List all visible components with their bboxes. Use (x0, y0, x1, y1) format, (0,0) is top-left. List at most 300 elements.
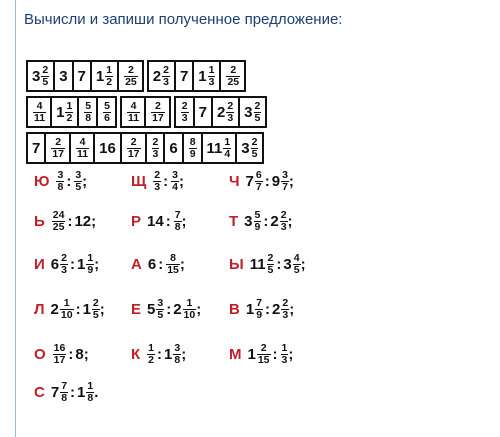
task-expression (152, 170, 184, 192)
whole-part: 12 (74, 212, 92, 230)
fraction (162, 65, 170, 87)
fraction (181, 101, 189, 123)
fraction (53, 343, 67, 365)
punctuation: ; (300, 255, 306, 273)
denominator: 25 (52, 220, 65, 233)
word-box (174, 96, 268, 128)
number (170, 170, 179, 192)
numerator: 2 (282, 297, 289, 309)
denominator: 2 (66, 111, 73, 124)
number (180, 101, 189, 123)
task-expression (51, 381, 99, 403)
task-letter: Е (131, 300, 142, 318)
task-letter: О (34, 345, 46, 363)
number (147, 213, 164, 230)
numerator: 2 (260, 342, 267, 354)
number (50, 137, 65, 159)
number (96, 65, 113, 87)
task-expression (147, 210, 187, 232)
fraction (76, 137, 89, 159)
task-letter: Р (131, 212, 142, 230)
task-expression (51, 253, 99, 275)
division-sign: : (70, 383, 76, 401)
punctuation: ; (178, 172, 184, 190)
whole-part: 7 (245, 172, 254, 190)
task-item (131, 210, 187, 232)
whole-part: 7 (198, 103, 207, 121)
whole-part: 11 (206, 139, 223, 157)
whole-part: 14 (147, 212, 164, 230)
number (32, 65, 49, 87)
denominator: 5 (42, 75, 49, 88)
whole-part: 11 (249, 255, 266, 273)
number (51, 253, 68, 275)
fraction (254, 101, 262, 123)
whole-part: 16 (99, 139, 116, 157)
answer-cell[interactable] (122, 134, 147, 162)
denominator: 8 (174, 353, 181, 366)
denominator: 3 (163, 75, 169, 88)
numerator: 3 (75, 169, 82, 181)
fraction (84, 101, 92, 123)
fraction (56, 170, 64, 192)
whole-part: 1 (76, 255, 86, 273)
denominator: 6 (104, 111, 110, 124)
answer-cell[interactable] (165, 134, 183, 162)
numerator: 2 (181, 100, 188, 112)
fraction (183, 298, 197, 320)
punctuation: ; (94, 255, 100, 273)
number (164, 343, 181, 365)
number (246, 298, 263, 320)
numerator: 1 (66, 100, 73, 112)
number (74, 213, 91, 230)
division-sign: : (165, 212, 171, 230)
word-box (147, 60, 246, 92)
task-item (131, 253, 185, 275)
fraction (255, 170, 263, 192)
number (148, 256, 156, 273)
task-item (34, 298, 105, 320)
fraction (41, 65, 49, 87)
task-letter: И (34, 255, 45, 273)
number (99, 140, 116, 157)
whole-part: 2 (50, 300, 59, 318)
fraction (171, 170, 179, 192)
numerator: 2 (230, 64, 237, 76)
task-expression (250, 253, 306, 275)
answer-cell[interactable] (46, 134, 71, 162)
answer-cell[interactable] (122, 98, 146, 126)
whole-part: 6 (147, 255, 157, 273)
denominator: 5 (157, 308, 164, 321)
task-letter: Ы (229, 255, 244, 273)
denominator: 8 (85, 111, 92, 124)
task-letter: К (131, 345, 141, 363)
division-sign: : (265, 300, 271, 318)
task-item (131, 343, 186, 365)
numerator: 2 (254, 100, 261, 112)
number (73, 170, 82, 192)
number (244, 101, 261, 123)
denominator: 3 (281, 353, 288, 366)
denominator: 11 (34, 111, 46, 124)
numerator: 4 (293, 252, 300, 264)
denominator: 9 (87, 263, 94, 276)
denominator: 8 (57, 180, 64, 193)
numerator: 6 (255, 169, 262, 181)
division-sign: : (276, 255, 282, 273)
whole-part: 1 (245, 300, 255, 318)
fraction (127, 137, 141, 159)
denominator: 10 (183, 308, 196, 321)
punctuation: ; (91, 212, 97, 230)
number (248, 343, 271, 365)
task-letter: Щ (131, 172, 147, 190)
numerator: 2 (163, 64, 169, 76)
number (126, 137, 141, 159)
numerator: 4 (130, 100, 137, 112)
numerator: 1 (87, 252, 94, 264)
division-sign: : (68, 345, 74, 363)
task-letter: Ь (34, 212, 45, 230)
answer-cell[interactable] (184, 134, 203, 162)
answer-cell[interactable] (194, 62, 221, 90)
division-sign: : (263, 212, 269, 230)
numerator: 2 (55, 136, 62, 148)
fraction (151, 101, 165, 123)
answer-cell[interactable] (71, 134, 95, 162)
task-item (229, 253, 306, 275)
fraction (147, 343, 155, 365)
task-expression (52, 343, 89, 365)
word-box (26, 60, 144, 92)
whole-part: 3 (244, 212, 253, 230)
fraction (153, 170, 161, 192)
task-item (229, 298, 294, 320)
denominator: 4 (172, 180, 178, 193)
denominator: 15 (167, 263, 179, 276)
word-box (120, 96, 171, 128)
fraction (251, 137, 259, 159)
numerator: 1 (208, 64, 215, 76)
number (83, 101, 92, 123)
denominator: 3 (152, 147, 159, 160)
task-expression (147, 298, 201, 320)
task-letter: Ч (229, 172, 240, 190)
number (77, 381, 94, 403)
numerator: 2 (227, 100, 234, 112)
whole-part: 3 (283, 255, 292, 273)
fraction (223, 137, 231, 159)
numerator: 3 (57, 169, 64, 181)
fraction (173, 343, 181, 365)
numerator: 2 (154, 169, 161, 181)
answer-cell[interactable] (195, 98, 213, 126)
number (152, 170, 161, 192)
answer-cell[interactable] (240, 98, 265, 126)
numerator: 5 (85, 100, 92, 112)
numerator: 2 (155, 100, 161, 112)
answer-cell[interactable] (98, 98, 115, 126)
division-sign: : (272, 345, 278, 363)
numerator: 4 (79, 136, 86, 148)
fraction (255, 298, 263, 320)
answer-cell[interactable] (28, 134, 46, 162)
answer-cell[interactable] (79, 98, 98, 126)
fraction (105, 65, 113, 87)
whole-part: 1 (56, 103, 65, 121)
word-box (26, 96, 117, 128)
punctuation: ; (181, 345, 187, 363)
fraction (65, 101, 73, 123)
whole-part: 7 (179, 67, 189, 85)
fraction (60, 298, 74, 320)
number (55, 170, 64, 192)
punctuation: ; (99, 300, 105, 318)
whole-part: 6 (169, 139, 178, 157)
numerator: 3 (282, 169, 288, 181)
numerator: 24 (52, 209, 65, 221)
numerator: 7 (61, 380, 68, 392)
whole-part: 2 (216, 103, 226, 121)
punctuation: ; (179, 255, 185, 273)
fraction (166, 253, 180, 275)
answer-cell[interactable] (119, 62, 142, 90)
denominator: 17 (53, 353, 66, 366)
number (198, 65, 215, 87)
fraction (33, 101, 46, 123)
answer-cell[interactable] (92, 62, 119, 90)
denominator: 3 (227, 111, 234, 124)
fraction (60, 253, 68, 275)
number (272, 298, 289, 320)
answer-cell[interactable] (237, 134, 262, 162)
division-sign: : (166, 300, 172, 318)
denominator: 7 (255, 180, 262, 193)
task-item (34, 210, 96, 232)
answer-cell[interactable] (221, 62, 244, 90)
answer-cell[interactable] (28, 62, 55, 90)
answer-cell[interactable] (176, 62, 194, 90)
number (150, 101, 165, 123)
answer-cell[interactable] (74, 62, 92, 90)
whole-part: 2 (173, 300, 182, 318)
whole-part: 7 (50, 383, 60, 401)
number (217, 101, 234, 123)
task-item (229, 170, 294, 192)
number (52, 343, 67, 365)
number (173, 210, 182, 232)
whole-part: 1 (82, 300, 91, 318)
number (77, 253, 94, 275)
denominator: 9 (254, 220, 261, 233)
task-letter: Т (229, 212, 239, 230)
denominator: 11 (77, 147, 89, 160)
numerator: 5 (254, 209, 261, 221)
numerator: 4 (36, 100, 43, 112)
fraction (281, 343, 289, 365)
denominator: 9 (256, 308, 263, 321)
punctuation: ; (83, 345, 89, 363)
whole-part: 3 (241, 139, 250, 157)
number (102, 101, 111, 123)
numerator: 7 (174, 209, 181, 221)
denominator: 8 (87, 391, 94, 404)
denominator: 7 (282, 180, 288, 193)
division-sign: : (67, 212, 73, 230)
denominator: 17 (152, 111, 164, 124)
denominator: 3 (154, 180, 161, 193)
task-letter: С (34, 383, 45, 401)
denominator: 10 (60, 308, 73, 321)
division-sign: : (157, 345, 162, 363)
denominator: 8 (61, 391, 68, 404)
numerator: 2 (92, 297, 99, 309)
whole-part: 1 (198, 67, 207, 85)
number (165, 253, 180, 275)
number (180, 68, 188, 85)
answer-cell[interactable] (213, 98, 240, 126)
number (51, 298, 74, 320)
task-expression (148, 253, 185, 275)
numerator: 1 (106, 64, 113, 76)
division-sign: : (163, 172, 169, 190)
denominator: 17 (127, 147, 140, 160)
task-expression (246, 170, 294, 192)
number (83, 298, 100, 320)
task-item (34, 381, 98, 403)
fraction (280, 210, 288, 232)
division-sign: : (66, 172, 72, 190)
task-letter: Л (34, 300, 45, 318)
number (51, 210, 66, 232)
task-item (34, 343, 89, 365)
denominator: 5 (92, 308, 99, 321)
fraction (257, 343, 271, 365)
punctuation: ; (288, 345, 294, 363)
margin-line (15, 0, 16, 437)
fraction (174, 210, 182, 232)
task-letter: В (229, 300, 240, 318)
number (59, 68, 67, 85)
task-item (34, 253, 99, 275)
number (146, 343, 155, 365)
fraction (208, 65, 216, 87)
fraction (226, 65, 240, 87)
numerator: 1 (281, 342, 288, 354)
punctuation: ; (181, 212, 187, 230)
task-expression (146, 343, 186, 365)
numerator: 1 (148, 342, 154, 354)
answer-row (26, 132, 264, 164)
division-sign: : (69, 255, 75, 273)
fraction (86, 253, 94, 275)
answer-cell[interactable] (95, 134, 122, 162)
task-expression (55, 170, 87, 192)
number (32, 140, 40, 157)
denominator: 2 (148, 353, 154, 366)
whole-part: 3 (59, 67, 68, 85)
punctuation: ; (196, 300, 202, 318)
number (151, 137, 160, 159)
denominator: 8 (174, 220, 181, 233)
numerator: 1 (87, 380, 94, 392)
denominator: 25 (125, 75, 137, 88)
number (250, 253, 275, 275)
numerator: 8 (170, 252, 176, 264)
numerator: 3 (157, 297, 164, 309)
task-letter: Ю (34, 172, 50, 190)
answer-cell[interactable] (146, 98, 169, 126)
answer-row (26, 60, 246, 92)
number (280, 343, 289, 365)
fraction (92, 298, 100, 320)
answer-cell[interactable] (149, 62, 176, 90)
denominator: 5 (251, 147, 258, 160)
fraction (254, 210, 262, 232)
number (32, 101, 46, 123)
numerator: 2 (127, 64, 134, 76)
task-item (229, 343, 293, 365)
numerator: 3 (172, 169, 178, 181)
fraction (103, 101, 111, 123)
numerator: 1 (63, 297, 70, 309)
number (207, 137, 232, 159)
fraction (74, 170, 82, 192)
answer-cell[interactable] (147, 134, 166, 162)
task-item (229, 210, 293, 232)
whole-part: 5 (147, 300, 156, 318)
fraction (127, 101, 140, 123)
denominator: 5 (267, 263, 274, 276)
numerator: 2 (61, 252, 67, 264)
number (225, 65, 240, 87)
denominator: 3 (208, 75, 215, 88)
numerator: 7 (256, 297, 263, 309)
numerator: 1 (186, 297, 193, 309)
number (199, 104, 207, 121)
division-sign: : (264, 172, 270, 190)
whole-part: 3 (244, 103, 253, 121)
denominator: 5 (75, 180, 82, 193)
task-letter: М (229, 345, 242, 363)
word-box (26, 132, 264, 164)
fraction (51, 137, 65, 159)
fraction (52, 210, 66, 232)
task-expression (244, 210, 292, 232)
answer-cell[interactable] (203, 134, 238, 162)
denominator: 3 (61, 263, 67, 276)
numerator: 2 (42, 64, 49, 76)
whole-part: 2 (270, 212, 279, 230)
numerator: 2 (130, 136, 137, 148)
answer-cell[interactable] (55, 62, 73, 90)
number (270, 210, 287, 232)
answer-cell[interactable] (28, 98, 52, 126)
answer-cell[interactable] (176, 98, 195, 126)
answer-cell[interactable] (52, 98, 79, 126)
whole-part: 8 (75, 345, 84, 363)
denominator: 5 (254, 111, 261, 124)
number (169, 140, 177, 157)
whole-part: 9 (271, 172, 281, 190)
whole-part: 1 (164, 345, 173, 363)
task-letter: А (131, 255, 142, 273)
denominator: 3 (280, 220, 287, 233)
number (75, 346, 83, 363)
whole-part: 7 (77, 67, 86, 85)
